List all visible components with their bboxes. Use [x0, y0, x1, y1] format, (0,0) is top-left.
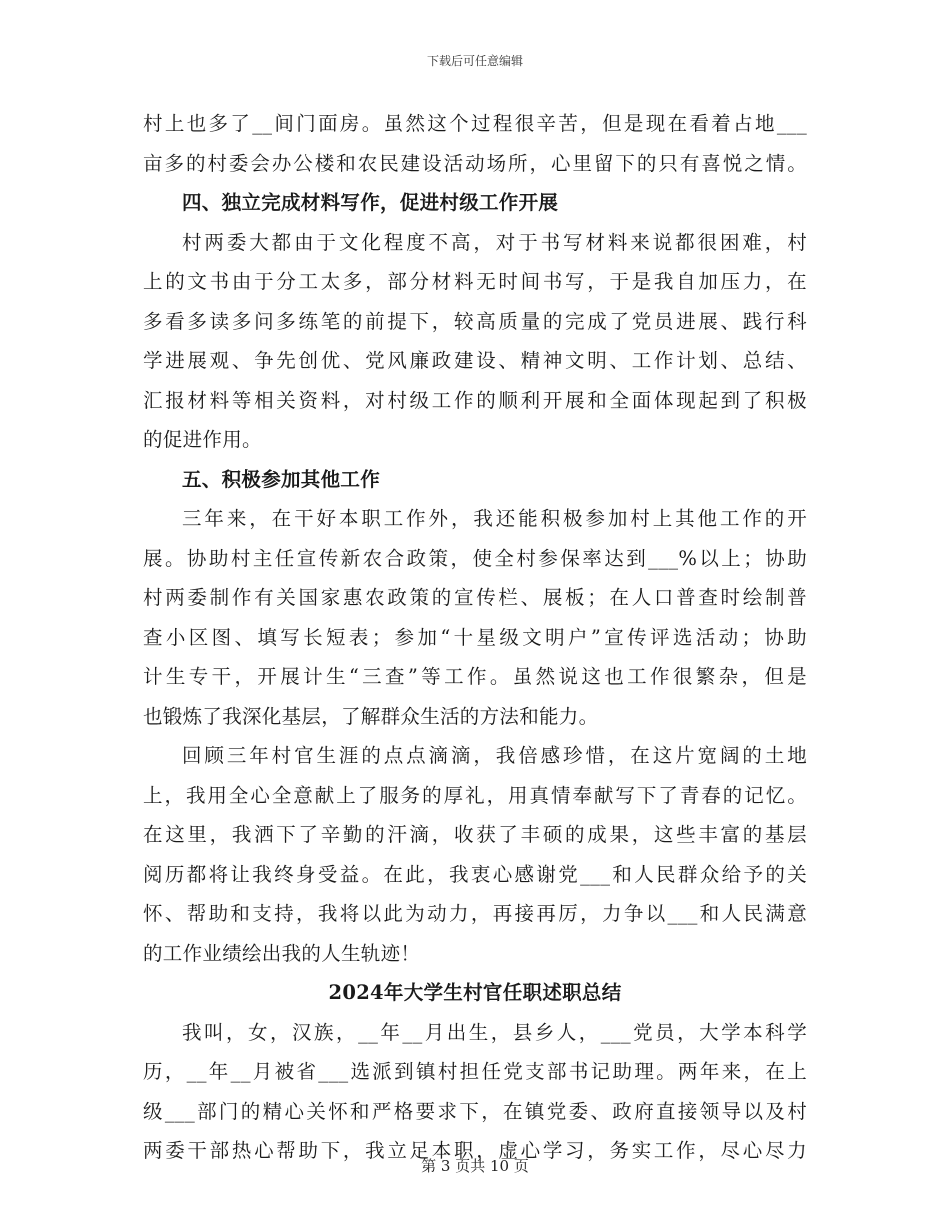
page-header: 下载后可任意编辑 — [426, 54, 523, 68]
text-line: 在这里，我洒下了辛勤的汗滴，收获了丰硕的成果，这些丰富的基层 — [143, 823, 807, 846]
section-heading: 五、积极参加其他工作 — [182, 467, 381, 491]
text-line: 学进展观、争先创优、党风廉政建设、精神文明、工作计划、总结、 — [143, 349, 807, 372]
text-line: 村两委大都由于文化程度不高，对于书写材料来说都很困难，村 — [182, 230, 807, 254]
text-line: 展。协助村主任宣传新农合政策，使全村参保率达到___%以上；协助 — [143, 546, 807, 570]
text-line: 回顾三年村官生涯的点点滴滴，我倍感珍惜，在这片宽阔的土地 — [182, 744, 807, 767]
text-line: 计生专干，开展计生“三查”等工作。虽然说这也工作很繁杂，但是 — [143, 665, 807, 688]
text-line: 上的文书由于分工太多，部分材料无时间书写，于是我自加压力，在 — [143, 270, 807, 293]
document-body — [143, 104, 807, 1171]
text-line: 多看多读多问多练笔的前提下，较高质量的完成了党员进展、践行科 — [143, 309, 807, 333]
text-line: 的工作业绩绘出我的人生轨迹！ — [143, 941, 421, 965]
text-line: 两委干部热心帮助下，我立足本职，虚心学习，务实工作，尽心尽力 — [143, 1139, 807, 1162]
text-line: 的促进作用。 — [143, 428, 262, 451]
text-line: 上，我用全心全意献上了服务的厚礼，用真情奉献写下了青春的记忆。 — [143, 783, 807, 807]
document-title: 2024年大学生村官任职述职总结 — [328, 981, 622, 1004]
page-number: 第 3 页共 10 页 — [421, 1157, 529, 1175]
text-line: 我叫，女，汉族，__年__月出生，县乡人，___党员，大学本科学 — [182, 1020, 807, 1044]
section-heading: 四、独立完成材料写作，促进村级工作开展 — [182, 191, 559, 214]
text-line: 级___部门的精心关怀和严格要求下，在镇党委、政府直接领导以及村 — [143, 1099, 807, 1123]
text-line: 村两委制作有关国家惠农政策的宣传栏、展板；在人口普查时绘制普 — [143, 586, 807, 609]
text-line: 历，__年__月被省___选派到镇村担任党支部书记助理。两年来，在上 — [143, 1060, 807, 1083]
text-line: 三年来，在干好本职工作外，我还能积极参加村上其他工作的开 — [182, 507, 807, 530]
text-line: 汇报材料等相关资料，对村级工作的顺利开展和全面体现起到了积极 — [143, 388, 807, 412]
text-line: 怀、帮助和支持，我将以此为动力，再接再厉，力争以___和人民满意 — [143, 902, 807, 925]
text-line: 阅历都将让我终身受益。在此，我衷心感谢党___和人民群众给予的关 — [143, 862, 807, 886]
text-line: 也锻炼了我深化基层，了解群众生活的方法和能力。 — [143, 704, 599, 728]
text-line: 查小区图、填写长短表；参加“十星级文明户”宣传评选活动；协助 — [143, 625, 807, 649]
text-line: 亩多的村委会办公楼和农民建设活动场所，心里留下的只有喜悦之情。 — [143, 151, 807, 175]
text-line: 村上也多了__间门面房。虽然这个过程很辛苦，但是现在看着占地___ — [143, 112, 807, 135]
